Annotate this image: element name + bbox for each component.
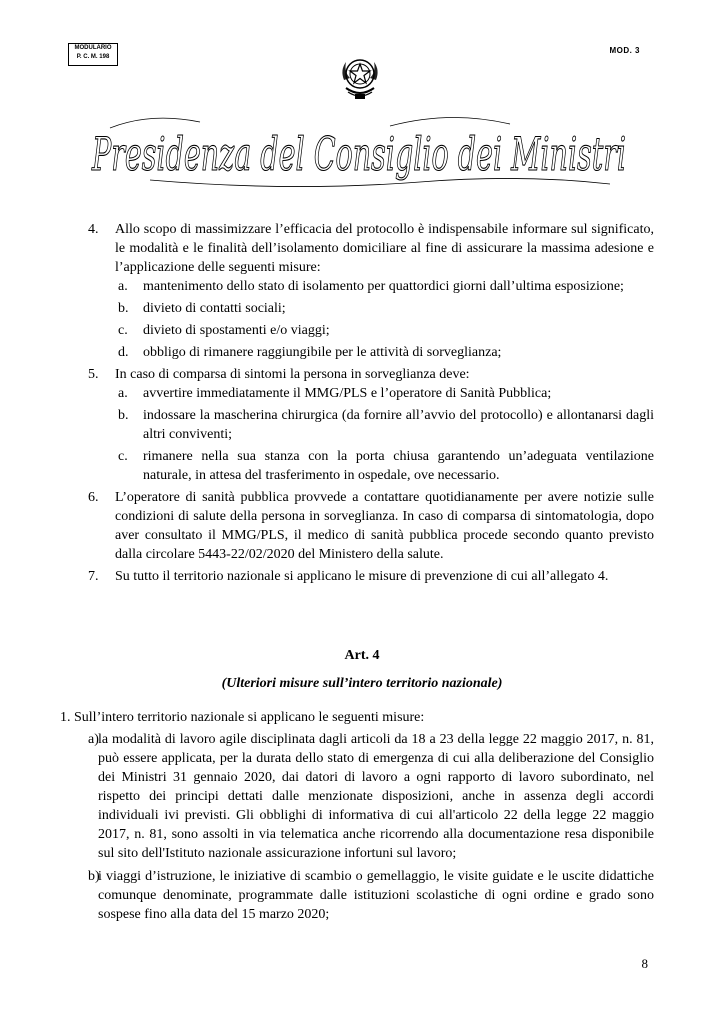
sub-text: obbligo di rimanere raggiungibile per le attività di sorveglianza; xyxy=(143,345,502,360)
item-number: 7. xyxy=(88,569,99,584)
sub-text: divieto di spostamenti e/o viaggi; xyxy=(143,323,330,338)
sub-text: avvertire immediatamente il MMG/PLS e l’operatore di Sanità Pubblica; xyxy=(143,386,552,401)
item-number: 4. xyxy=(88,222,99,237)
mod-label: MOD. 3 xyxy=(609,46,640,55)
list-item xyxy=(88,488,654,564)
sub-letter: a. xyxy=(118,279,128,294)
sub-text: rimanere nella sua stanza con la porta chiusa garantendo un’adeguata ventilazione naturale, in attesa del trasferimento in ospedale, ove necessario. xyxy=(143,449,654,483)
svg-text:Presidenza del Consiglio dei M: Presidenza del Consiglio dei Ministri xyxy=(91,127,626,181)
presidenza-title-logo xyxy=(90,108,630,198)
stamp-line1: MODULARIO xyxy=(74,45,112,51)
item-text: Allo scopo di massimizzare l’efficacia del protocollo è indispensabile informare sul significato, le modalità e le finalità dell’isolamento domiciliare al fine di assicurare la massima adesione e l’applicazione delle seguenti misure: xyxy=(115,222,654,275)
item-text: Su tutto il territorio nazionale si applicano le misure di prevenzione di cui all’allegato 4. xyxy=(115,569,609,584)
list-item xyxy=(88,567,654,586)
article-intro: 1. Sull’intero territorio nazionale si applicano le seguenti misure: xyxy=(60,710,425,725)
sub-item xyxy=(88,321,654,340)
sub-item xyxy=(88,447,654,485)
list-item xyxy=(88,220,654,277)
sub-letter: c. xyxy=(118,449,128,464)
modulario-stamp xyxy=(68,43,118,66)
article-item-letter: a) xyxy=(88,732,99,747)
sub-letter: a. xyxy=(118,386,128,401)
sub-letter: c. xyxy=(118,323,128,338)
stamp-line2: P. C. M. 198 xyxy=(76,54,110,60)
article-item-text: i viaggi d’istruzione, le iniziative di scambio o gemellaggio, le visite guidate e le uscite didattiche comunque denominate, programmate dalle istituzioni scolastiche di ogni ordine e grado sono sospese fino alla data del 15 marzo 2020; xyxy=(98,869,654,922)
page-number: 8 xyxy=(641,956,648,971)
sub-text: mantenimento dello stato di isolamento per quattordici giorni dall’ultima esposizione; xyxy=(143,279,624,294)
italian-emblem-icon xyxy=(336,52,384,102)
sub-text: indossare la mascherina chirurgica (da fornire all’avvio del protocollo) e allontanarsi dagli altri conviventi; xyxy=(143,408,654,442)
sub-item xyxy=(88,384,654,403)
item-text: In caso di comparsa di sintomi la persona in sorveglianza deve: xyxy=(115,367,470,382)
sub-letter: d. xyxy=(118,345,129,360)
sub-text: divieto di contatti sociali; xyxy=(143,301,286,316)
article-item-text: la modalità di lavoro agile disciplinata dagli articoli da 18 a 23 della legge 22 maggio 2017, n. 81, può essere applicata, per la durata dello stato di emergenza di cui alla deliberazione del Consiglio dei Ministri 31 gennaio 2020, dai datori di lavoro a ogni rapporto di lavoro subordinato, nel rispetto dei principi dettati dalle menzionate disposizioni, anche in assenza degli accordi individuali ivi previsti. Gli obblighi di informativa di cui all'articolo 22 della legge 22 maggio 2017, n. 81, sono assolti in via telematica anche ricorrendo alla documentazione resa disponibile sul sito dell'Istituto nazionale assicurazione infortuni sul lavoro; xyxy=(98,732,654,861)
list-item xyxy=(88,365,654,384)
sub-letter: b. xyxy=(118,408,129,423)
item-number: 5. xyxy=(88,367,99,382)
article-item xyxy=(60,867,654,924)
sub-item xyxy=(88,277,654,296)
item-number: 6. xyxy=(88,490,99,505)
sub-letter: b. xyxy=(118,301,129,316)
protocol-list xyxy=(88,220,654,586)
article-item xyxy=(60,730,654,863)
article-subtitle: (Ulteriori misure sull’intero territorio nazionale) xyxy=(221,676,503,691)
item-text: L’operatore di sanità pubblica provvede a contattare quotidianamente per avere notizie sulle condizioni di salute della persona in sorveglianza. In caso di comparsa di sintomatologia, dopo aver consultato il MMG/PLS, il medico di sanità pubblica procede secondo quanto previsto dalla circolare 5443-22/02/2020 del Ministero della salute. xyxy=(115,490,654,562)
sub-item xyxy=(88,343,654,362)
sub-item xyxy=(88,406,654,444)
article-item-letter: b) xyxy=(88,869,100,884)
article-body xyxy=(60,708,654,928)
sub-item xyxy=(88,299,654,318)
article-title: Art. 4 xyxy=(344,648,380,663)
